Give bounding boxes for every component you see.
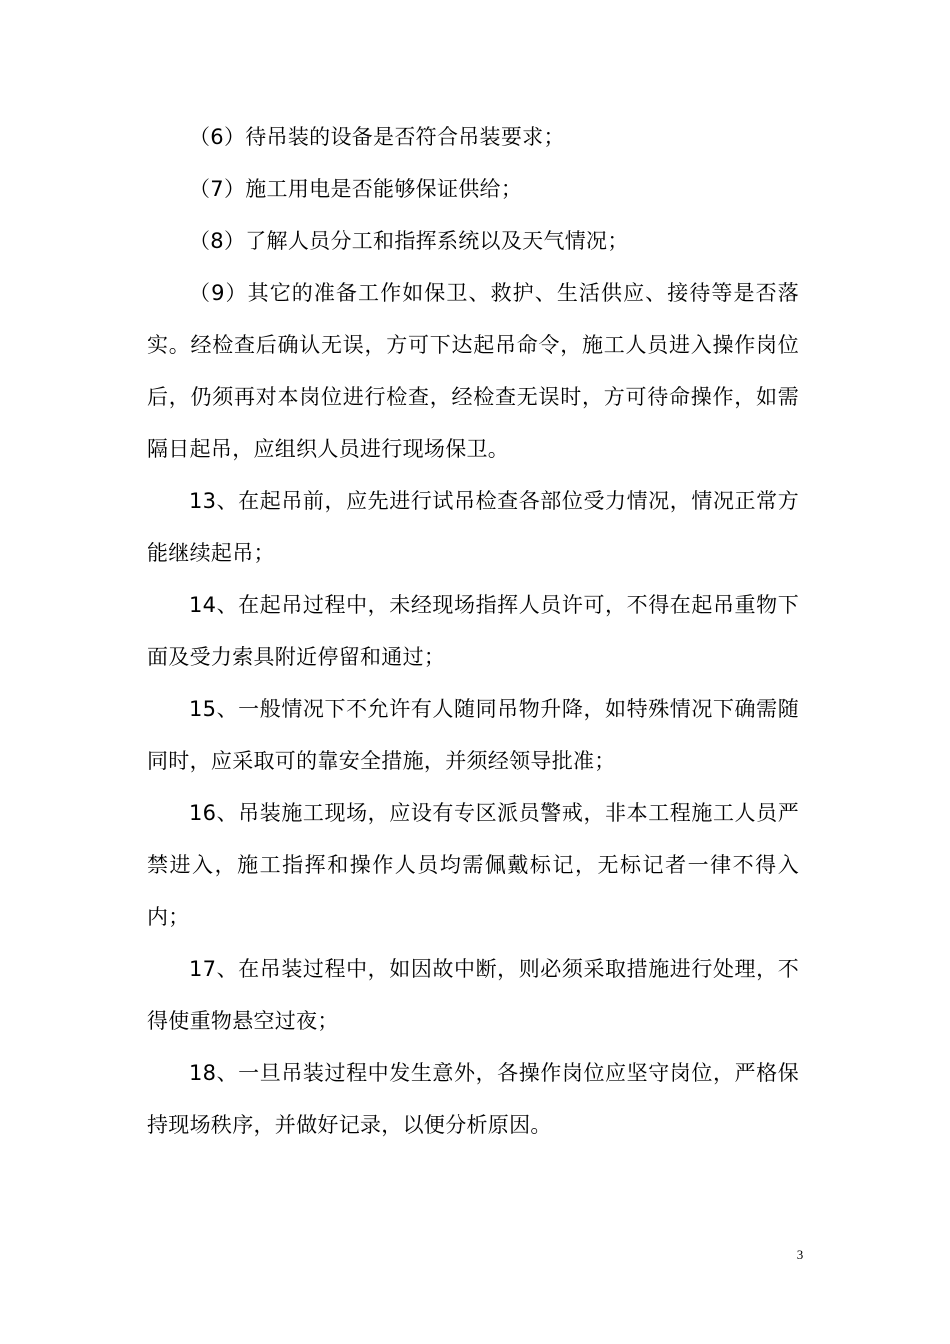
paragraph-clause-15: 15、一般情况下不允许有人随同吊物升降，如特殊情况下确需随同时，应采取可的靠安全措施，并须经领导批准； [147,697,799,773]
paragraph-item-6: （6）待吊装的设备是否符合吊装要求； [189,125,565,149]
paragraph-clause-17: 17、在吊装过程中，如因故中断，则必须采取措施进行处理，不得使重物悬空过夜； [147,957,799,1033]
paragraph-clause-13: 13、在起吊前，应先进行试吊检查各部位受力情况，情况正常方能继续起吊； [147,489,799,565]
paragraph-clause-18: 18、一旦吊装过程中发生意外，各操作岗位应坚守岗位，严格保持现场秩序，并做好记录，以便分析原因。 [147,1061,799,1137]
page-number: 3 [796,1247,804,1262]
document-body [147,111,799,1151]
paragraph-item-7: （7）施工用电是否能够保证供给； [189,177,523,201]
paragraph-item-9: （9）其它的准备工作如保卫、救护、生活供应、接待等是否落实。经检查后确认无误，方可下达起吊命令，施工人员进入操作岗位后，仍须再对本岗位进行检查，经检查无误时，方可待命操作，如需隔日起吊，应组织人员进行现场保卫。 [147,281,799,461]
paragraph-clause-14: 14、在起吊过程中，未经现场指挥人员许可，不得在起吊重物下面及受力索具附近停留和通过； [147,593,799,669]
paragraph-item-8: （8）了解人员分工和指挥系统以及天气情况； [189,229,629,253]
paragraph-clause-16: 16、吊装施工现场，应设有专区派员警戒，非本工程施工人员严禁进入，施工指挥和操作人员均需佩戴标记，无标记者一律不得入内； [147,801,799,929]
